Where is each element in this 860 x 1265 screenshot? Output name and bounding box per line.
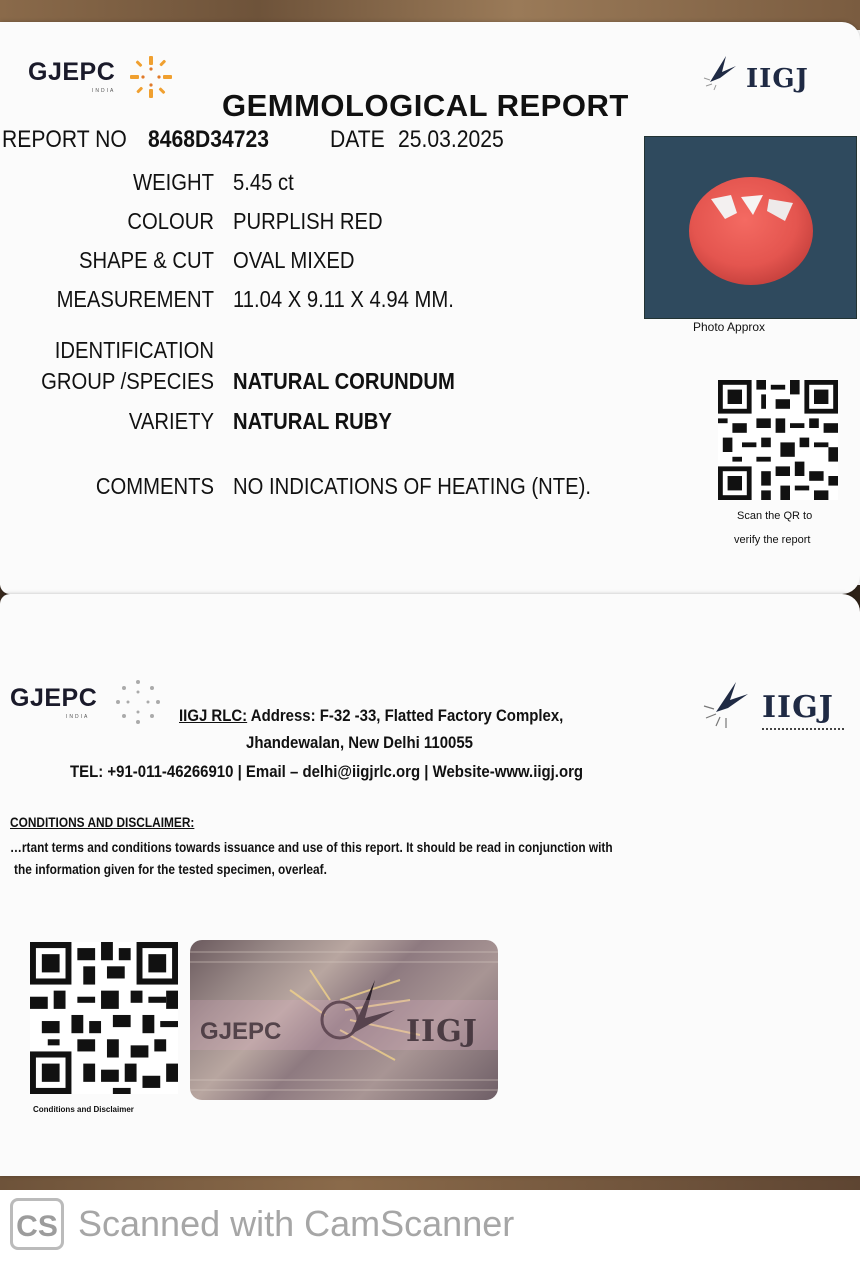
group-species-label: GROUP /SPECIES	[41, 368, 215, 394]
weight-label: WEIGHT	[133, 169, 214, 195]
qr-caption-line-2: verify the report	[734, 534, 811, 546]
shape-cut-value: OVAL MIXED	[233, 247, 355, 273]
photo-caption: Photo Approx	[693, 320, 766, 334]
hologram-gjepc-text: GJEPC	[200, 1018, 282, 1045]
measurement-value: 11.04 X 9.11 X 4.94 MM.	[233, 286, 454, 312]
identification-label: IDENTIFICATION	[54, 337, 214, 363]
measurement-label: MEASUREMENT	[56, 286, 214, 312]
weight-value: 5.45 ct	[233, 169, 294, 195]
hologram-iigj-text: IIGJ	[406, 1014, 478, 1049]
gjepc-logo-back: GJEPC INDIA	[10, 684, 97, 713]
comments-label: COMMENTS	[95, 473, 214, 499]
address-line-1	[179, 706, 563, 726]
report-number-label: REPORT NO	[2, 126, 127, 153]
sunburst-icon	[128, 54, 174, 100]
conditions-text-line-2: the information given for the tested specimen, overleaf.	[14, 862, 327, 877]
iigj-bird-icon	[700, 52, 744, 92]
ruby-image	[645, 137, 856, 318]
colour-value: PURPLISH RED	[233, 208, 383, 234]
gjepc-logo-front: GJEPC INDIA	[28, 58, 115, 87]
comments-value: NO INDICATIONS OF HEATING (NTE).	[233, 473, 591, 499]
camscanner-watermark-text: Scanned with CamScanner	[78, 1203, 515, 1244]
conditions-heading: CONDITIONS AND DISCLAIMER:	[10, 815, 195, 830]
date-value: 25.03.2025	[398, 126, 504, 153]
colour-label: COLOUR	[127, 208, 214, 234]
report-title: GEMMOLOGICAL REPORT	[222, 88, 629, 123]
conditions-qr-code[interactable]	[30, 942, 178, 1094]
address-prefix: IIGJ RLC:	[179, 706, 248, 725]
contact-line: TEL: +91-011-46266910 | Email – delhi@iigjrlc.org | Website-www.iigj.org	[70, 762, 584, 781]
variety-label: VARIETY	[128, 408, 214, 434]
hologram-seal	[190, 940, 498, 1100]
verify-qr-code[interactable]	[718, 380, 838, 500]
sunburst-grey-icon	[114, 678, 162, 726]
conditions-text-line-1: …rtant terms and conditions towards issuance and use of this report. It should be read in conjunction with	[10, 840, 613, 855]
date-label: DATE	[330, 126, 385, 153]
variety-value: NATURAL RUBY	[233, 408, 392, 434]
shape-cut-label: SHAPE & CUT	[79, 247, 214, 273]
iigj-bird-icon	[700, 676, 756, 732]
group-species-value: NATURAL CORUNDUM	[233, 368, 455, 394]
address-text: Address: F-32 -33, Flatted Factory Complex,	[247, 706, 564, 725]
report-number-value: 8468D34723	[148, 126, 269, 153]
gem-photo	[644, 136, 857, 319]
iigj-underline	[762, 728, 844, 730]
camscanner-icon: CS	[10, 1198, 64, 1250]
address-line-2: Jhandewalan, New Delhi 110055	[246, 733, 474, 752]
qr-caption-line-1: Scan the QR to	[737, 510, 813, 522]
conditions-qr-caption: Conditions and Disclaimer	[33, 1105, 134, 1114]
